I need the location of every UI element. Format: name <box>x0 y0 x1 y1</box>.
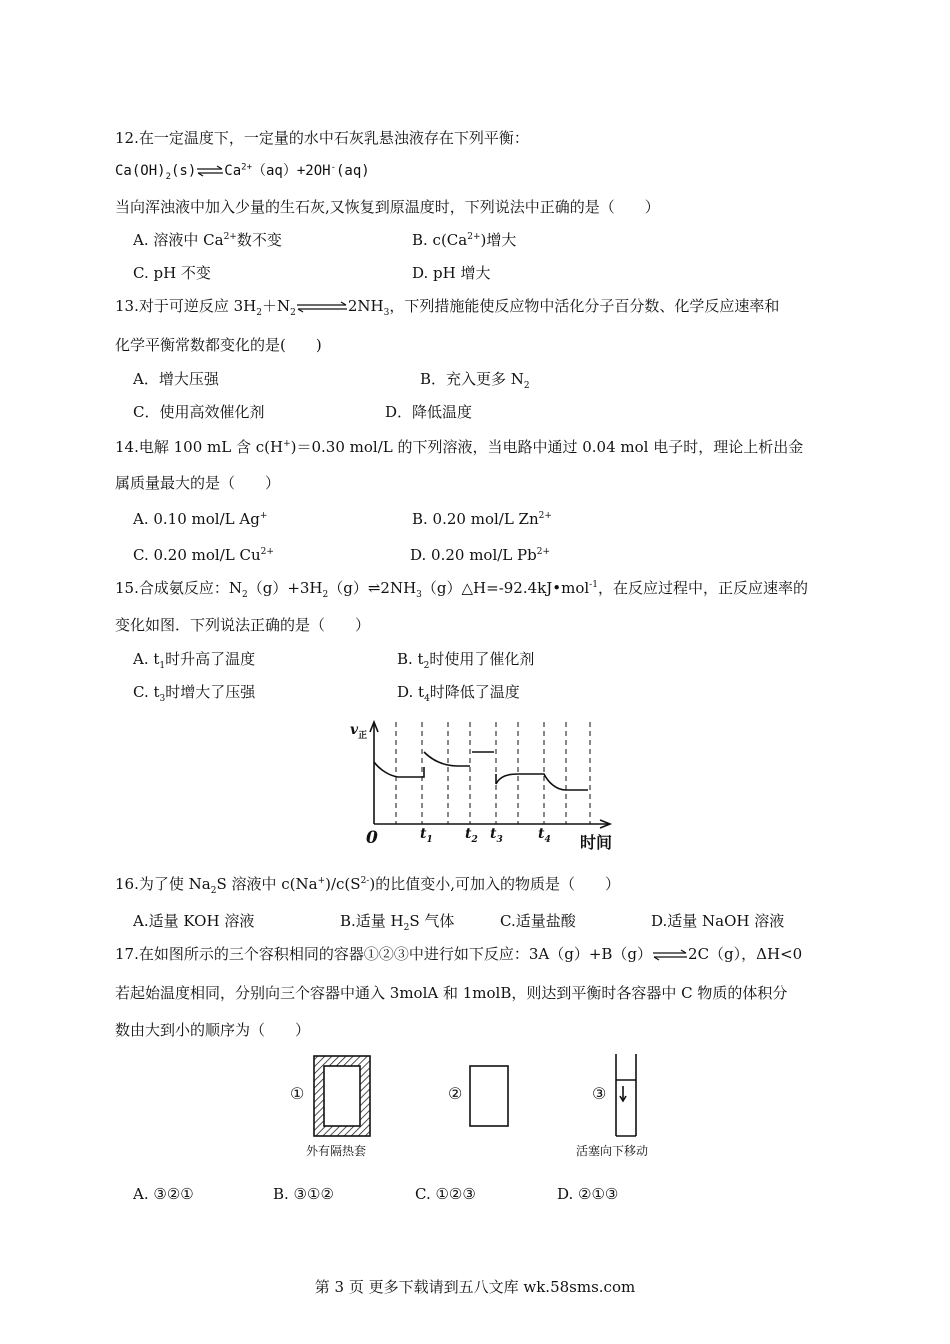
q12-option-a: A. 溶液中 $Ca^{2+}$数不变 <box>133 231 282 249</box>
graph-xlabel: 时间 <box>580 833 613 852</box>
q12-stem: 12.在一定温度下，一定量的水中石灰乳悬浊液存在下列平衡： <box>115 129 529 147</box>
q12-option-d: D. pH 增大 <box>412 264 491 282</box>
q14-option-b: B. 0.20 mol/L $Zn^{2+}$ <box>412 510 552 528</box>
q14-stem-line2: 属质量最大的是（ ） <box>115 474 281 492</box>
q17-option-b: B. ③①② <box>273 1185 334 1203</box>
q15-stem-line2: 变化如图．下列说法正确的是（ ） <box>115 616 371 634</box>
q15-option-b: B. $t_2$时使用了催化剂 <box>397 650 535 671</box>
q12-equation: $Ca(OH)_2(s)$ $Ca^{2+}(aq)+2OH^-(aq)$ <box>115 162 370 182</box>
q15-option-a: A. $t_1$时升高了温度 <box>133 650 256 671</box>
graph-tick-t4: $t_4$ <box>538 826 551 845</box>
q12-option-b: B. $c(Ca^{2+})$增大 <box>412 231 517 249</box>
container-3-label: ③ <box>592 1084 607 1103</box>
container-1-label: ① <box>290 1084 305 1103</box>
q16-option-d: D.适量 NaOH 溶液 <box>651 912 785 930</box>
graph-tick-t1: $t_1$ <box>420 826 433 845</box>
q14-option-a: A. 0.10 mol/L Ag+ <box>133 510 268 528</box>
page-footer: 第 3 页 更多下载请到五八文库 wk.58sms.com <box>314 1278 636 1296</box>
rate-time-graph <box>348 712 624 858</box>
q13-option-a: A．增大压强 <box>133 370 219 388</box>
q16-option-a: A.适量 KOH 溶液 <box>133 912 255 930</box>
dashed-gridlines <box>396 722 590 824</box>
q13-option-c: C．使用高效催化剂 <box>133 403 265 421</box>
q17-stem: 17.在如图所示的三个容积相同的容器①②③中进行如下反应：3A（g）+B（g） 2C（g），ΔH<0 <box>115 945 803 963</box>
container-2 <box>470 1066 508 1126</box>
container-1-caption: 外有隔热套 <box>306 1144 367 1158</box>
q17-option-a: A. ③②① <box>133 1185 194 1203</box>
equilibrium-arrow-icon <box>652 949 688 961</box>
q16-stem: 16.为了使 $Na_2S$ 溶液中 $c(Na^+)/c(S^{2-})$的比值变小,可加入的物质是（ ） <box>115 875 620 896</box>
graph-tick-t3: $t_3$ <box>490 826 503 845</box>
q17-stem-line3: 数由大到小的顺序为（ ） <box>115 1021 311 1039</box>
q14-stem: 14.电解 100 mL 含 c(H+)＝0.30 mol/L 的下列溶液，当电路中通过 0.04 mol 电子时，理论上析出金 <box>115 438 804 456</box>
q17-option-c: C. ①②③ <box>415 1185 476 1203</box>
containers-figure <box>286 1052 676 1164</box>
equilibrium-arrow-icon <box>196 165 224 177</box>
q13-stem-line2: 化学平衡常数都变化的是( ) <box>115 336 322 354</box>
graph-ylabel: $v_正$ <box>350 722 368 741</box>
container-1-insulated <box>314 1056 370 1136</box>
q15-stem: 15.合成氨反应：$N_2(g)+3H_2(g)\rightleftharpoons 2NH_3(g)\triangle H=-92.4kJ•mol^{-1}$，在反应过程中，正反应速率的 <box>115 579 808 600</box>
q13-option-b: B．充入更多 $N_2$ <box>420 370 530 391</box>
rate-curve <box>374 752 588 790</box>
q17-option-d: D. ②①③ <box>557 1185 619 1203</box>
q16-option-b: B.适量 $H_2S$ 气体 <box>340 912 455 933</box>
q13-stem: 13.对于可逆反应 $3H_2+N_2$ $2NH_3$，下列措施能使反应物中活化分子百分数、化学反应速率和 <box>115 297 780 318</box>
q15-option-c: C. $t_3$时增大了压强 <box>133 683 256 704</box>
q12-option-c: C. pH 不变 <box>133 264 211 282</box>
q14-option-d: D. 0.20 mol/L $Pb^{2+}$ <box>410 546 551 564</box>
q17-stem-line2: 若起始温度相同，分别向三个容器中通入 3molA 和 1molB，则达到平衡时各容器中 C 物质的体积分 <box>115 984 788 1002</box>
container-3-caption: 活塞向下移动 <box>576 1144 649 1158</box>
graph-origin: 0 <box>366 828 378 848</box>
equilibrium-arrow-icon <box>296 301 348 313</box>
q15-option-d: D. $t_4$时降低了温度 <box>397 683 520 704</box>
container-3-piston <box>616 1054 636 1136</box>
q16-option-c: C.适量盐酸 <box>500 912 576 930</box>
q13-option-d: D．降低温度 <box>385 403 473 421</box>
q14-option-c: C. 0.20 mol/L $Cu^{2+}$ <box>133 546 274 564</box>
axes <box>370 722 610 828</box>
q12-question: 当向浑浊液中加入少量的生石灰,又恢复到原温度时，下列说法中正确的是（ ） <box>115 198 660 216</box>
graph-tick-t2: $t_2$ <box>465 826 478 845</box>
container-2-label: ② <box>448 1084 463 1103</box>
